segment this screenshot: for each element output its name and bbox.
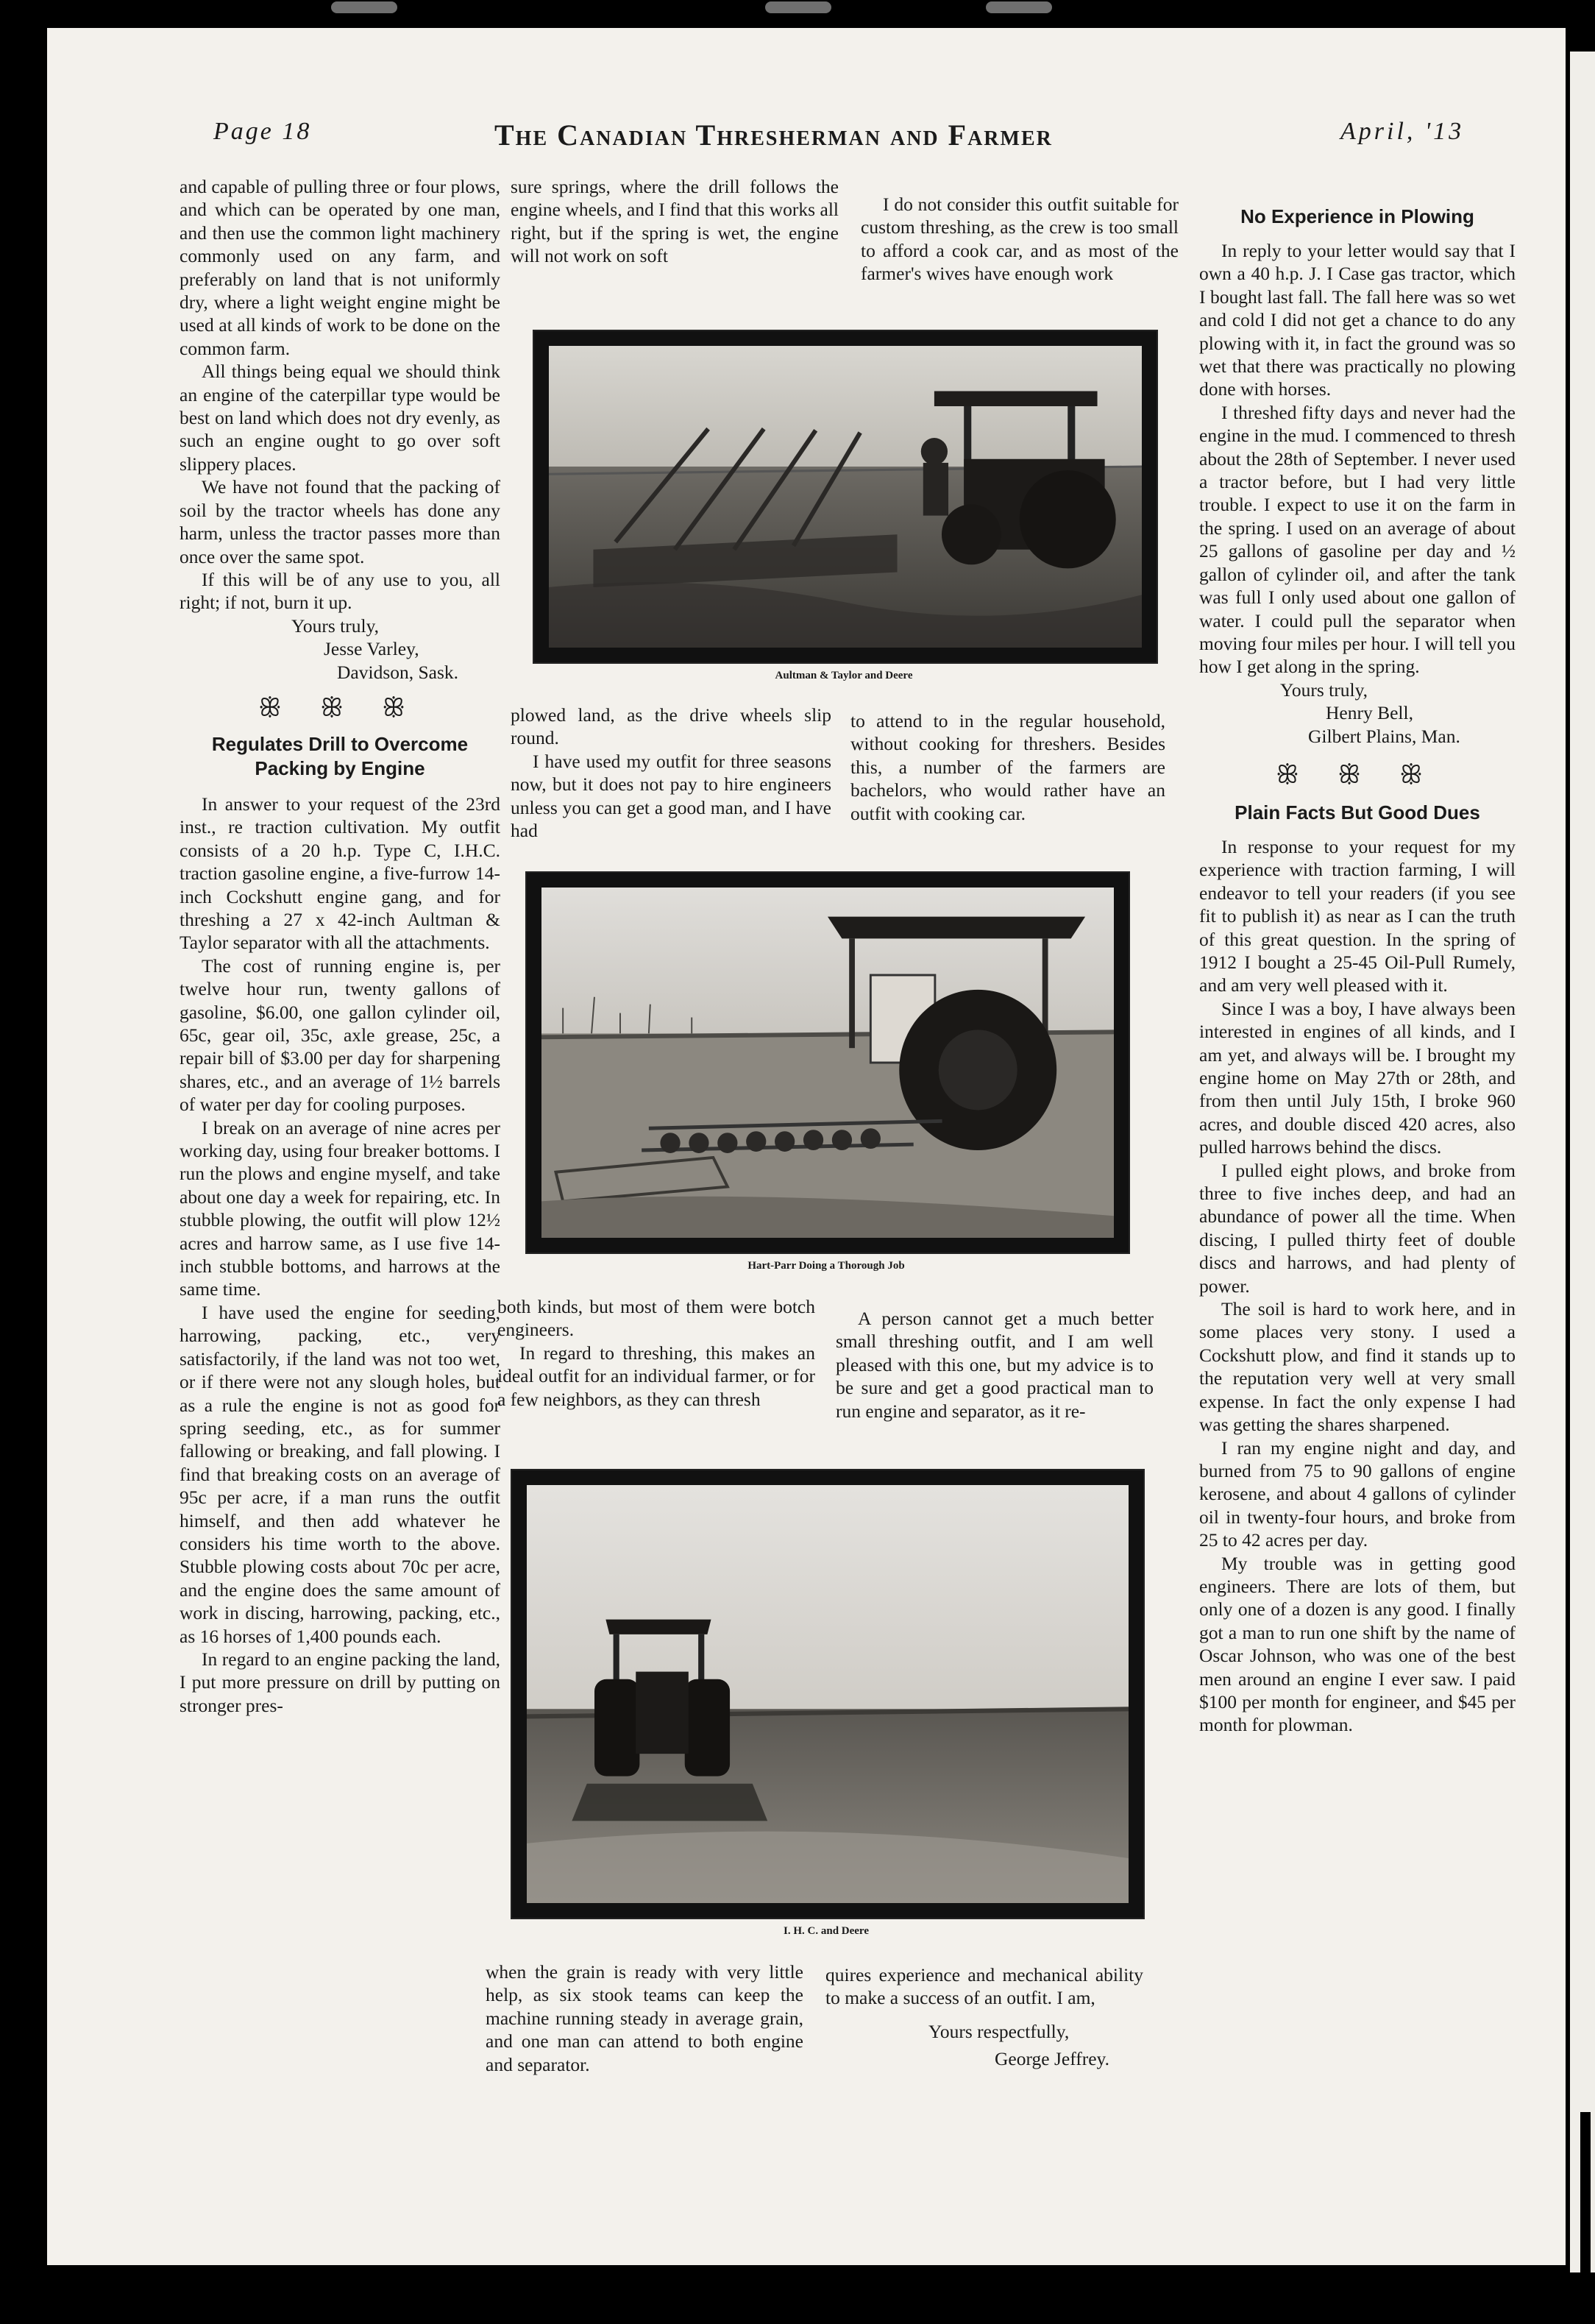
column-3-mid bbox=[850, 709, 1165, 825]
column-2-mid bbox=[511, 704, 831, 842]
article-heading: No Experience in Plowing bbox=[1240, 205, 1474, 227]
signature-line: Yours truly, bbox=[291, 614, 380, 637]
paragraph: A person cannot get a much better small threshing outfit, and I am well pleased with this one, but my advice is to be sure and get a good practical man to run engine and separator, as it re- bbox=[836, 1308, 1154, 1422]
paragraph: I threshed fifty days and never had the engine in the mud. I commenced to thresh about the 28th of September. I never used a tractor before, but I had very little trouble. I expect to use it on the farm in the spring. I used on an average of about 25 gallons of gasoline per day and ½ gallon of cylinder oil, and after the tank was full I only used about one gallon of water. I could pull the separator when moving four miles per hour. I will tell you how I get along in the spring. bbox=[1199, 401, 1516, 678]
masthead-title: The Canadian Thresherman and Farmer bbox=[494, 118, 1053, 152]
article-heading: Plain Facts But Good Dues bbox=[1235, 801, 1480, 823]
signature-place: Davidson, Sask. bbox=[337, 661, 459, 683]
paragraph: I have used the engine for seeding, harrowing, packing, etc., very satisfactorily, if the land was not too wet, or if there were not any slough holes, but as a rule the engine is not as good for spring seeding, etc., as for summer fallowing or breaking, and fall plowing. I find that breaking costs on an average of 95c per acre, if a man runs the outfit himself, and then add whatever he considers his time worth to the above. Stubble plowing costs about 70c per acre, and the engine does the same amount of work in discing, harrowing, packing, etc., as 16 horses of 1,400 pounds each. bbox=[180, 1301, 500, 1647]
column-1 bbox=[180, 175, 500, 1717]
photo-aultman-taylor bbox=[533, 330, 1158, 664]
column-3-top bbox=[861, 193, 1179, 286]
photo-caption: Aultman & Taylor and Deere bbox=[775, 670, 913, 681]
column-2-lower bbox=[497, 1295, 815, 1411]
section-ornament: ꕥ ꕥ ꕥ bbox=[1276, 761, 1439, 789]
paragraph: In regard to an engine packing the land, I put more pressure on drill by putting on stronger pres- bbox=[180, 1648, 500, 1716]
page-number: Page 18 bbox=[213, 118, 312, 145]
paragraph: I do not consider this outfit suitable for custom threshing, as the crew is too small to afford a cook car, and as most of the farmer's wives have enough work bbox=[861, 194, 1179, 285]
paragraph: Since I was a boy, I have always been interested in engines of all kinds, and I am yet, and always will be. I brought my engine home on May 27th or 28th, and from then until July 15th, I broke 960 acres, and double disced 420 acres, also pulled harrows behind the discs. bbox=[1199, 997, 1516, 1158]
scan-top-edge bbox=[0, 0, 1595, 28]
photo-hart-parr bbox=[525, 871, 1130, 1254]
paragraph: If this will be of any use to you, all right; if not, burn it up. bbox=[180, 568, 500, 614]
photo-ihc-deere bbox=[511, 1469, 1145, 1919]
signature-place: Gilbert Plains, Man. bbox=[1308, 725, 1460, 747]
paragraph: when the grain is ready with very little help, as six stook teams can keep the machine running steady in average grain, and one man can attend to both engine and separator. bbox=[486, 1961, 803, 2075]
paragraph: I have used my outfit for three seasons now, but it does not pay to hire engineers unless you can get a good man, and I have had bbox=[511, 750, 831, 842]
tractor-harrowing-image bbox=[541, 888, 1114, 1238]
paragraph: to attend to in the regular household, without cooking for threshers. Besides this, a number of the farmers are bachelors, who would rather have an outfit with cooking car. bbox=[850, 710, 1165, 824]
paragraph: both kinds, but most of them were botch engineers. bbox=[497, 1296, 815, 1341]
issue-date: April, '13 bbox=[1340, 118, 1465, 145]
signature-line: Yours truly, bbox=[1280, 679, 1368, 701]
paragraph: quires experience and mechanical ability to make a success of an outfit. I am, bbox=[825, 1964, 1143, 2009]
paragraph: and capable of pulling three or four plows, and which can be operated by one man, and then use the common light machinery commonly used on any farm, and preferably on land that is not uniformly dry, where a light weight engine might be used at all kinds of work to be done on the common farm. bbox=[180, 176, 500, 359]
paragraph: sure springs, where the drill follows the engine wheels, and I find that this works all right, but if the spring is wet, the engine will not work on soft bbox=[511, 176, 839, 267]
paragraph: In response to your request for my experience with traction farming, I will endeavor to tell your readers (if you see fit to publish it) as near as I can the truth of this great question. In the spring of 1912 I bought a 25-45 Oil-Pull Rumely, and am very well pleased with it. bbox=[1199, 835, 1516, 996]
signature-name: Henry Bell, bbox=[1326, 702, 1413, 724]
signature-line: Yours respectfully, bbox=[928, 2020, 1070, 2042]
column-3-lower bbox=[836, 1307, 1154, 1423]
paragraph: In reply to your letter would say that I own a 40 h.p. J. I Case gas tractor, which I bought last fall. The fall here was so wet and cold I did not get a chance to do any plowing with it, in fact the ground was so wet that there was practically no plowing done with horses. bbox=[1199, 240, 1516, 400]
photo-caption: I. H. C. and Deere bbox=[784, 1925, 869, 1937]
article-heading: Regulates Drill to Overcome Packing by Engine bbox=[211, 732, 469, 779]
paragraph: In answer to your request of the 23rd inst., re traction cultivation. My outfit consists of a 20 h.p. Type C, I.H.C. traction gasoline engine, a five-furrow 14-inch Cockshutt engine gang, and for threshing a 27 x 42-inch Aultman & Taylor separator with all the attachments. bbox=[180, 793, 500, 954]
signature-name: George Jeffrey. bbox=[995, 2048, 1110, 2070]
section-ornament: ꕥ ꕥ ꕥ bbox=[258, 694, 422, 722]
tractor-rear-view-image bbox=[527, 1485, 1129, 1903]
paragraph: The cost of running engine is, per twelve hour run, twenty gallons of gasoline, $6.00, one gallon cylinder oil, 65c, gear oil, 35c, axle grease, 25c, a repair bill of $3.00 per day for sharpening shares, etc., and an average of 1½ barrels of water per day for cooling purposes. bbox=[180, 954, 500, 1116]
paragraph: My trouble was in getting good engineers. There are lots of them, but only one of a dozen is any good. I finally got a man to run one shift by the name of Oscar Johnson, who was one of the best men around an engine I ever saw. I paid $100 per month for engineer, and $45 per month for plowman. bbox=[1199, 1552, 1516, 1736]
paragraph: I pulled eight plows, and broke from three to five inches deep, and had an abundance of power all the time. When discing, I pulled thirty feet of double discs and harrows, and had plenty of power. bbox=[1199, 1159, 1516, 1297]
signature-name: Jesse Varley, bbox=[324, 638, 419, 660]
tractor-plowing-image bbox=[549, 346, 1142, 648]
paragraph: I break on an average of nine acres per working day, using four breaker bottoms. I run the plows and engine myself, and take about one day a week for repairing, etc. In stubble plowing, the outfit will plow 12½ acres and harrow same, as I use five 14-inch stubble bottoms, and harrows at the same time. bbox=[180, 1116, 501, 1300]
paragraph: plowed land, as the drive wheels slip round. bbox=[511, 704, 831, 749]
adjacent-page-edge bbox=[1570, 52, 1595, 2272]
paragraph: All things being equal we should think an engine of the caterpillar type would be best on land which does not dry evenly, as such an engine ought to go over soft slippery places. bbox=[180, 361, 500, 475]
column-4 bbox=[1199, 205, 1516, 1737]
paragraph: In regard to threshing, this makes an ideal outfit for an individual farmer, or for a few neighbors, as they can thresh bbox=[497, 1342, 815, 1410]
column-2-bottom bbox=[486, 1960, 803, 2076]
column-2-top bbox=[511, 175, 839, 268]
paragraph: I ran my engine night and day, and burned from 75 to 90 gallons of engine kerosene, and about 4 gallons of cylinder oil in twenty-four hours, and broke from 25 to 42 acres per day. bbox=[1199, 1436, 1516, 1551]
paragraph: We have not found that the packing of soil by the tractor wheels has done any harm, unless the tractor passes more than once over the same spot. bbox=[180, 476, 500, 567]
photo-caption: Hart-Parr Doing a Thorough Job bbox=[747, 1260, 905, 1272]
paragraph: The soil is hard to work here, and in some places very stony. I used a Cockshutt plow, and find it stands up to the reputation very well at very small expense. In fact the only expense I had was getting the shares sharpened. bbox=[1199, 1298, 1516, 1436]
column-3-bottom bbox=[825, 1963, 1143, 2071]
